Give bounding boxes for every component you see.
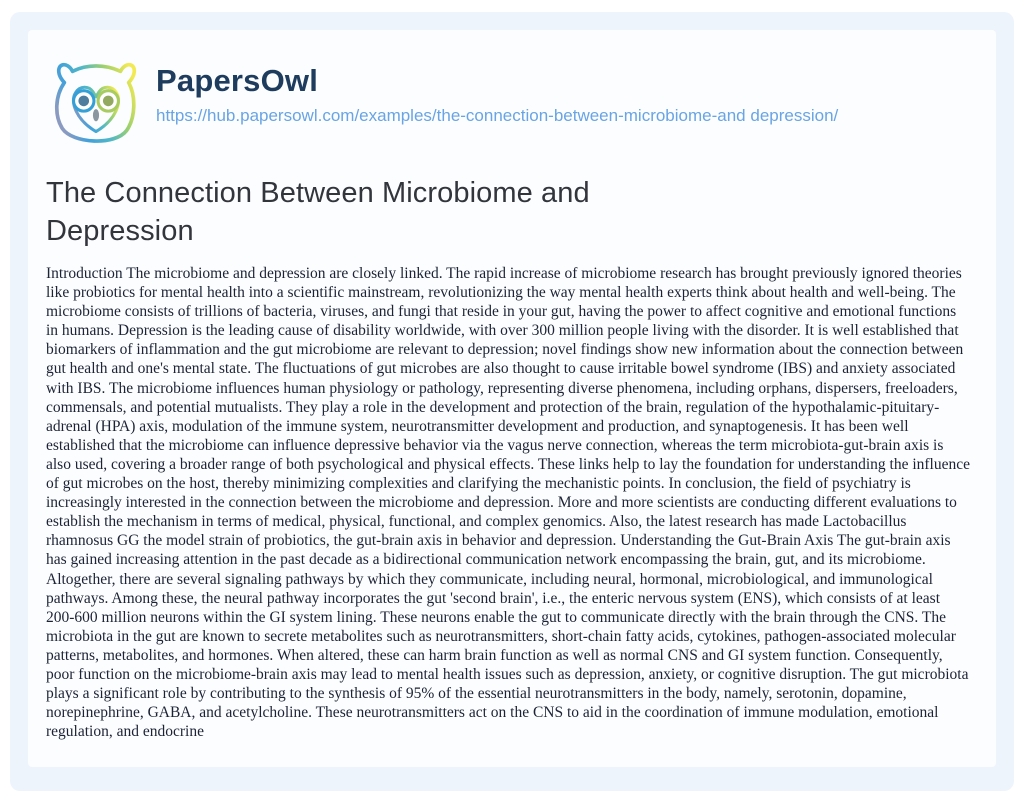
article-title: The Connection Between Microbiome and Depression — [46, 177, 590, 247]
site-header — [46, 56, 972, 154]
source-url-link[interactable]: https://hub.papersowl.com/examples/the-connection-between-microbiome-and depression/ — [156, 106, 839, 125]
article-body: Introduction The microbiome and depression are closely linked. The rapid increase of microbiome research has brought previously ignored theories like probiotics for mental health into a scientific mainstream, revolutionizing the way mental health experts think about health and well-being. The microbiome consists of trillions of bacteria, viruses, and fungi that reside in your gut, having the power to affect cognitive and emotional functions in humans. Depression is the leading cause of disability worldwide, with over 300 million people living with the disorder. It is well established that biomarkers of inflammation and the gut microbiome are relevant to depression; novel findings show new information about the connection between gut health and one's mental state. The fluctuations of gut microbes are also thought to cause irritable bowel syndrome (IBS) and anxiety associated with IBS. The microbiome influences human physiology or pathology, representing diverse phenomena, including orphans, dispersers, freeloaders, commensals, and potential mutualists. They play a role in the development and protection of the brain, regulation of the hypothalamic-pituitary-adrenal (HPA) axis, modulation of the immune system, neurotransmitter development and production, and synaptogenesis. It has been well established that the microbiome can influence depressive behavior via the vagus nerve connection, whereas the term microbiota-gut-brain axis is also used, covering a broader range of both psychological and physical effects. These links help to lay the foundation for understanding the influence of gut microbes on the host, thereby minimizing complexities and clarifying the mechanistic points. In conclusion, the field of psychiatry is increasingly interested in the connection between the microbiome and depression. More and more scientists are conducting different evaluations to establish the mechanism in terms of medical, physical, functional, and complex genomics. Also, the latest research has made Lactobacillus rhamnosus GG the model strain of probiotics, the gut-brain axis in behavior and depression. Understanding the Gut-Brain Axis The gut-brain axis has gained increasing attention in the past decade as a bidirectional communication network encompassing the brain, gut, and its microbiome. Altogether, there are several signaling pathways by which they communicate, including neural, hormonal, microbiological, and immunological pathways. Among these, the neural pathway incorporates the gut 'second brain', i.e., the enteric nervous system (ENS), which consists of at least 200-600 million neurons within the GI system lining. These neurons enable the gut to communicate directly with the brain through the CNS. The microbiota in the gut are known to secrete metabolites such as neurotransmitters, short-chain fatty acids, cytokines, pathogen-associated molecular patterns, metabolites, and hormones. When altered, these can harm brain function as well as normal CNS and GI system function. Consequently, poor function on the microbiome-brain axis may lead to mental health issues such as depression, anxiety, or cognitive disruption. The gut microbiota plays a significant role by contributing to the synthesis of 95% of the essential neurotransmitters in the body, namely, serotonin, dopamine, norepinephrine, GABA, and acetylcholine. These neurotransmitters act on the CNS to aid in the coordination of immune modulation, emotional regulation, and endocrine — [46, 265, 970, 741]
brand-title: PapersOwl — [156, 63, 319, 98]
owl-logo-icon — [46, 56, 146, 154]
content-card — [28, 30, 996, 767]
brand-block — [156, 56, 838, 126]
page-background-card — [10, 12, 1014, 791]
